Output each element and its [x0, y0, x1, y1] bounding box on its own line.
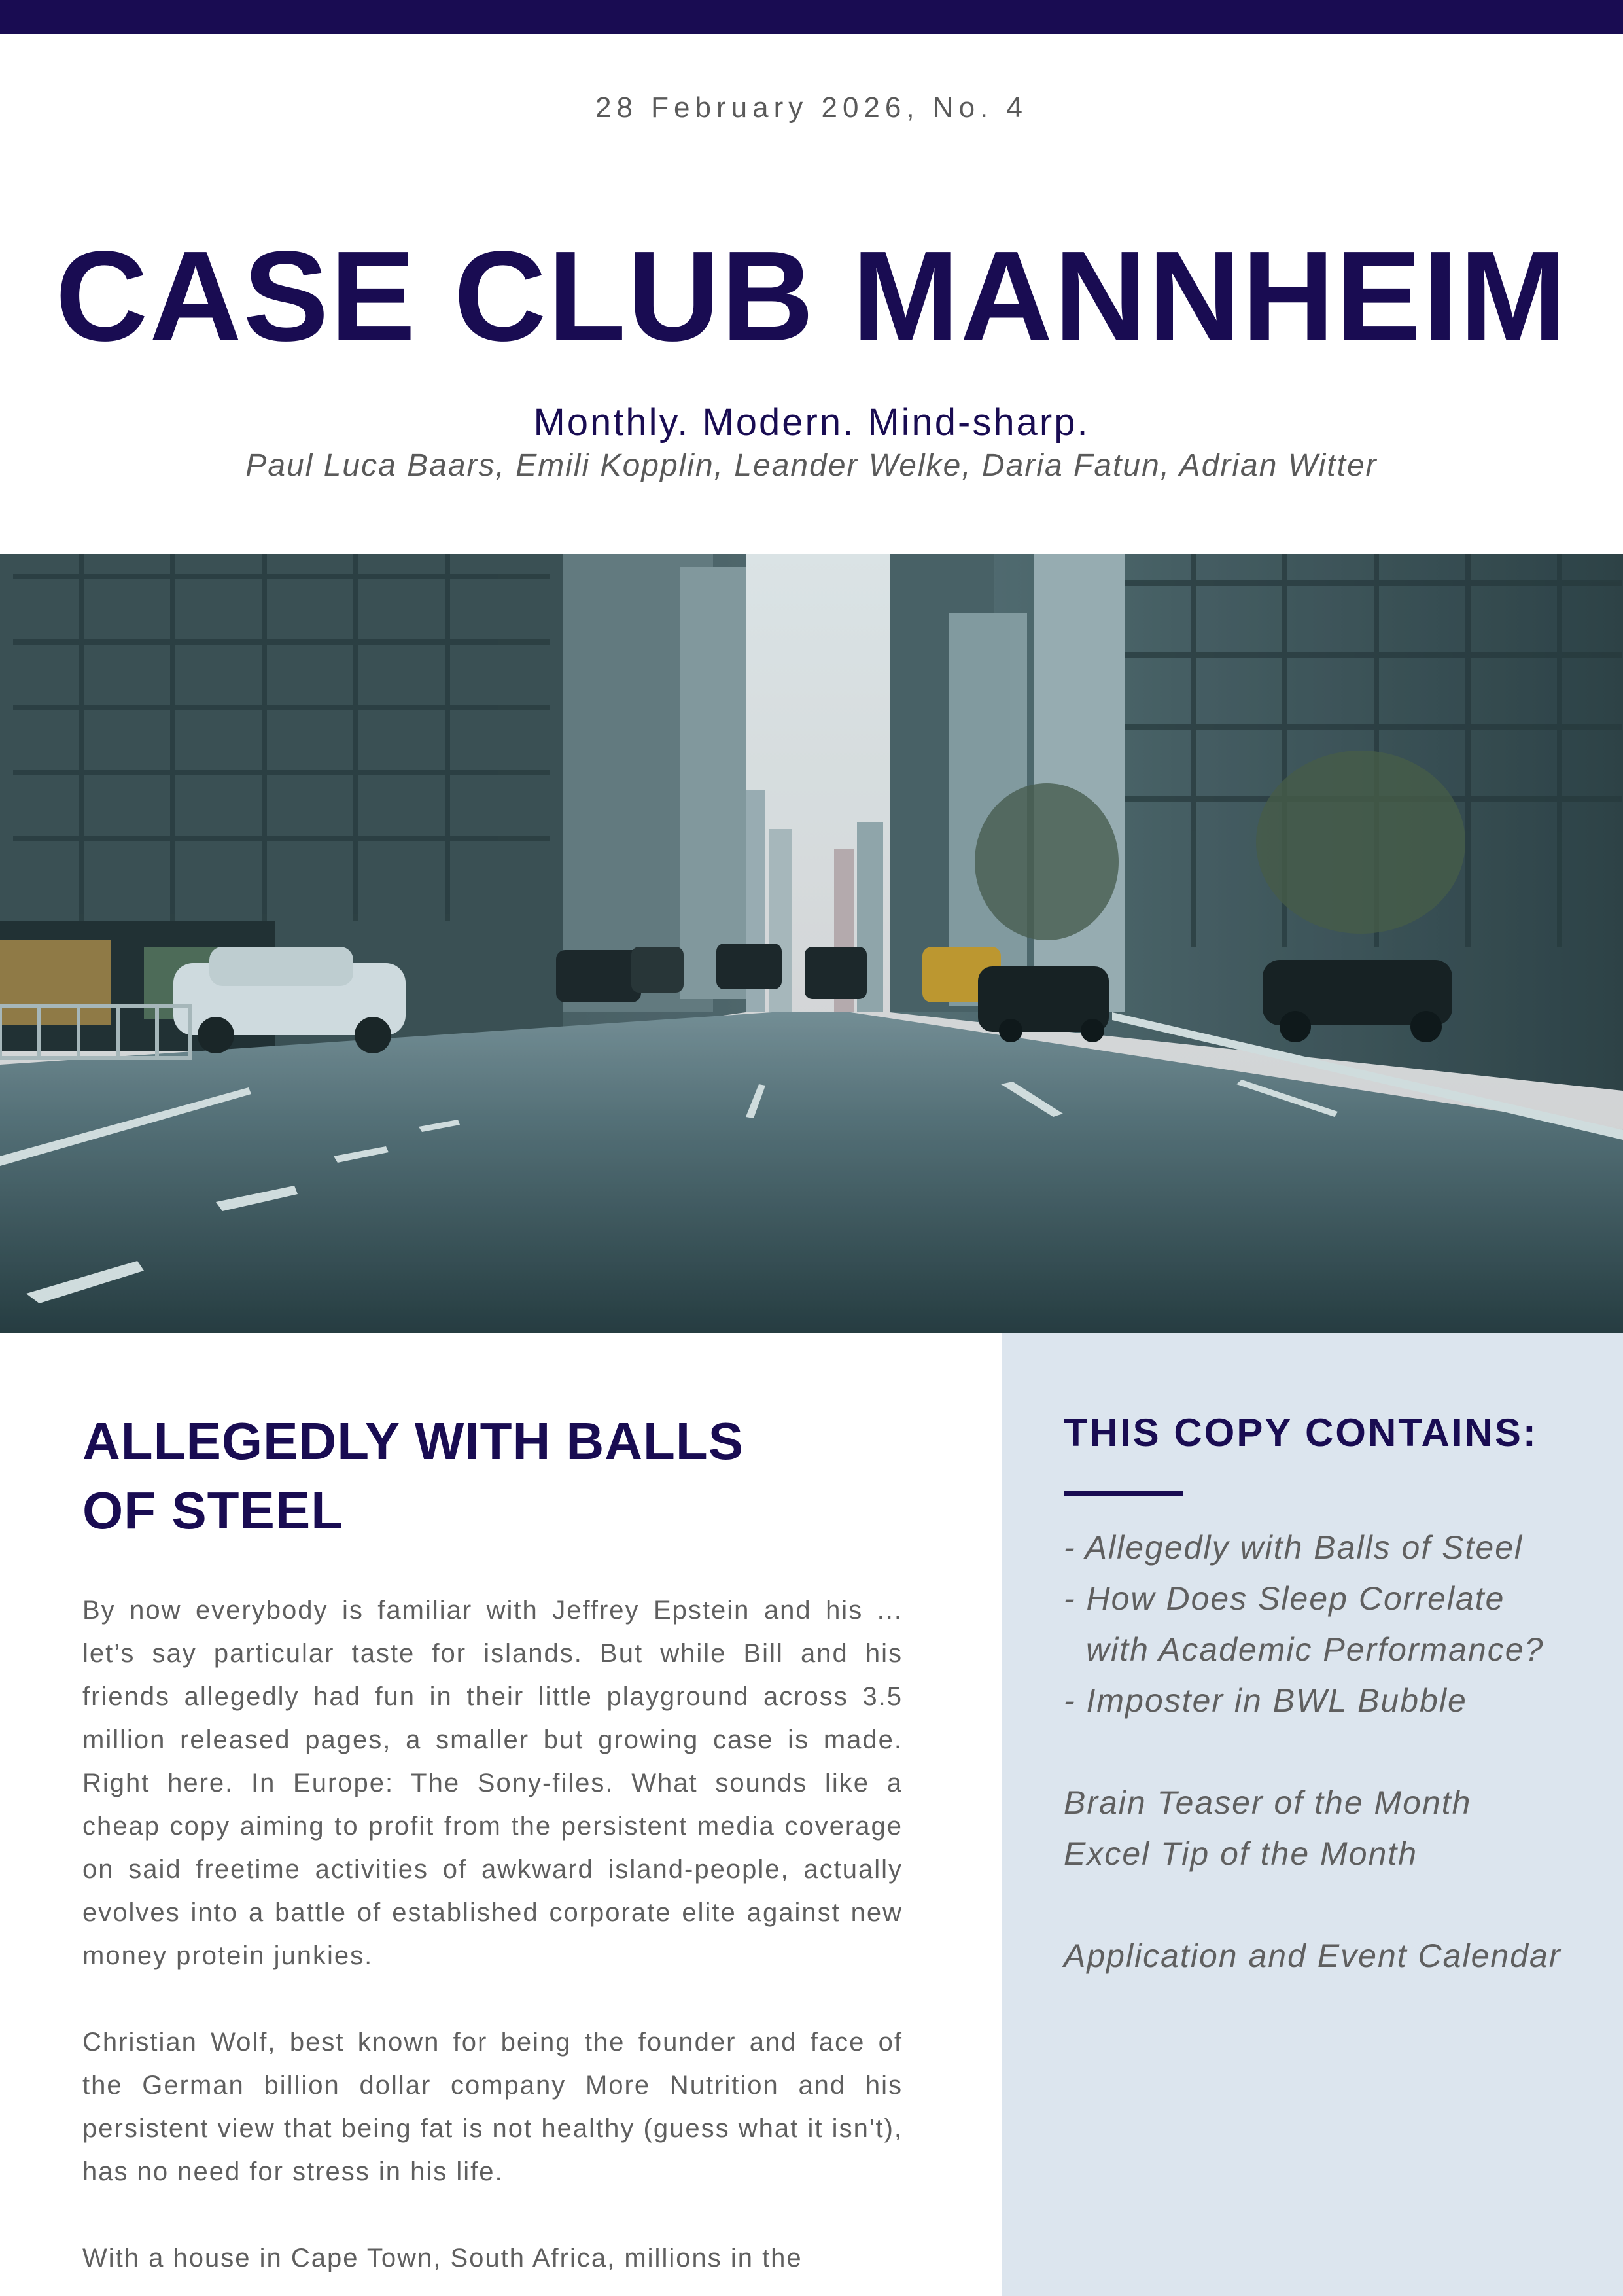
toc-item-continuation: with Academic Performance?: [1086, 1631, 1544, 1668]
article-paragraph-3: With a house in Cape Town, South Africa, millions in the: [82, 2244, 803, 2272]
toc-item: - How Does Sleep Correlate: [1064, 1580, 1505, 1617]
toc-item: Brain Teaser of the Month: [1064, 1784, 1472, 1821]
sidebar-title: THIS COPY CONTAINS:: [1064, 1411, 1538, 1455]
toc-item: - Allegedly with Balls of Steel: [1064, 1529, 1524, 1566]
article-headline-line2: OF STEEL: [82, 1481, 344, 1540]
contents-list: [1064, 1522, 1613, 1981]
toc-item: Application and Event Calendar: [1064, 1937, 1562, 1974]
sidebar-divider: [1064, 1491, 1183, 1496]
contents-sidebar: [1002, 1333, 1623, 2296]
article-paragraph-1: By now everybody is familiar with Jeffrey Epstein and his ... let’s say particular taste for islands. But while Bill and his friends allegedly had fun in their little playground across 3.5 million released pages, a smaller but growing case is made. Right here. In Europe: The Sony-files. What sounds like a cheap copy aiming to profit from the persistent media coverage on said freetime activities of awkward island-people, actually evolves into a battle of established corporate elite against new money protein junkies.: [82, 1596, 903, 1970]
article-headline: [82, 1407, 903, 1545]
masthead-title: CASE CLUB MANNHEIM: [55, 224, 1568, 368]
authors-line: Paul Luca Baars, Emili Kopplin, Leander Welke, Daria Fatun, Adrian Witter: [245, 448, 1378, 483]
tagline: Monthly. Modern. Mind-sharp.: [533, 401, 1090, 444]
issue-date: 28 February 2026, No. 4: [595, 92, 1028, 124]
hero-street-photo: [0, 554, 1623, 1333]
toc-item: Excel Tip of the Month: [1064, 1835, 1418, 1872]
article-headline-line1: ALLEGEDLY WITH BALLS: [82, 1412, 744, 1470]
top-accent-bar: [0, 0, 1623, 34]
toc-item: - Imposter in BWL Bubble: [1064, 1682, 1467, 1719]
lead-article: [82, 1407, 903, 2280]
article-paragraph-2: Christian Wolf, best known for being the founder and face of the German billion dollar company More Nutrition and his persistent view that being fat is not healthy (guess what it isn't), has no need for stress in his life.: [82, 2028, 903, 2186]
